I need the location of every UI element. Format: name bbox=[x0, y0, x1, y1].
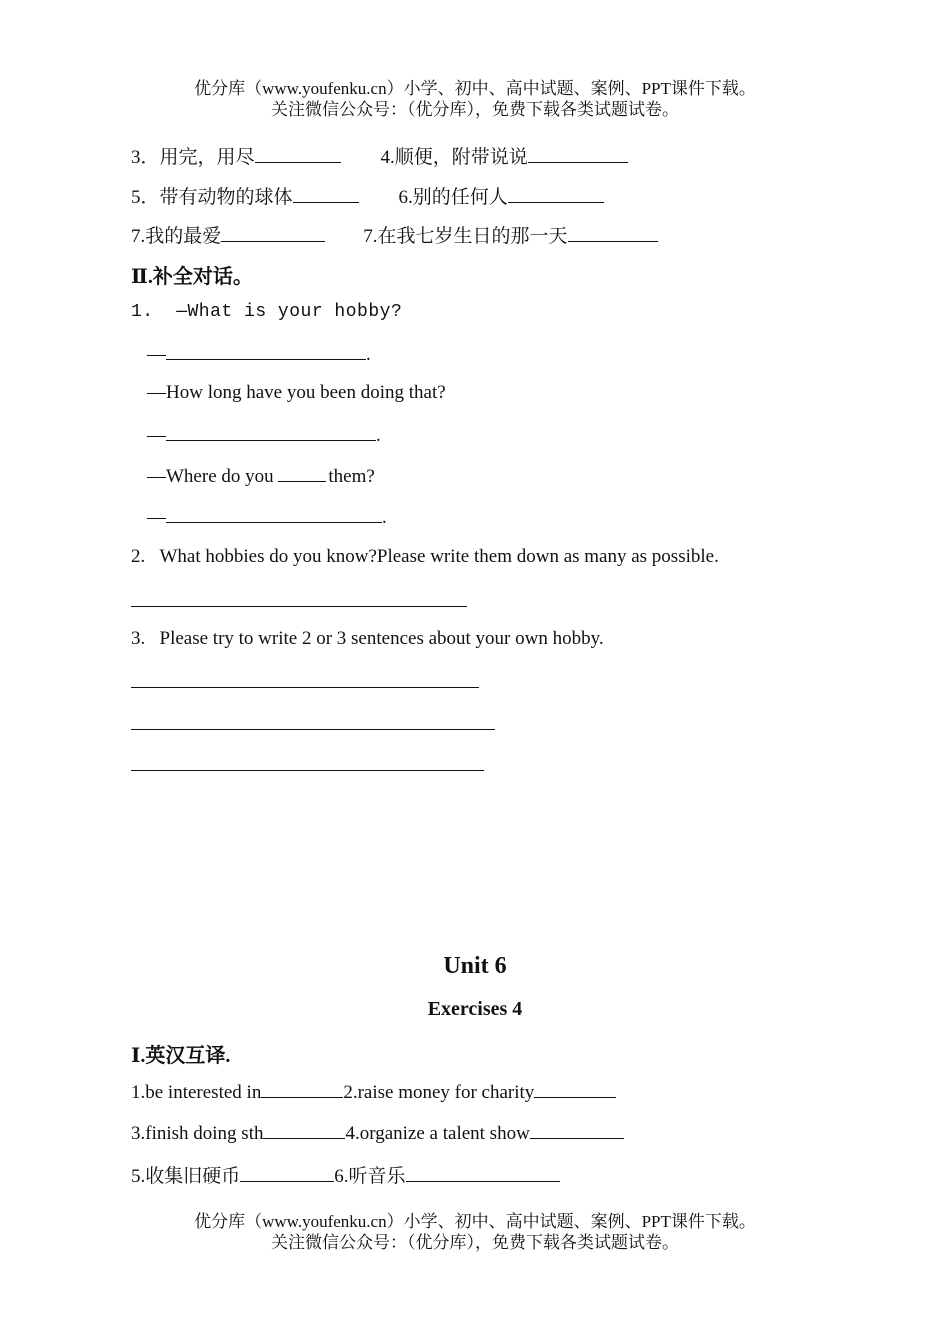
period: . bbox=[382, 507, 387, 528]
answer-line[interactable] bbox=[131, 606, 467, 607]
vocab-item-7a: 7.我的最爱 bbox=[131, 226, 222, 247]
answer-blank[interactable] bbox=[293, 185, 359, 203]
dash: — bbox=[147, 344, 166, 365]
translate-item-5: 5.收集旧硬币 bbox=[131, 1166, 241, 1187]
dialogue-line-3-start: —Where do you bbox=[147, 466, 279, 487]
answer-blank[interactable] bbox=[166, 342, 366, 360]
vocab-item-3: 3．用完，用尽 bbox=[131, 147, 255, 168]
header-line-1: 优分库（www.youfenku.cn）小学、初中、高中试题、案例、PPT课件下载。 bbox=[194, 79, 756, 98]
answer-blank[interactable] bbox=[568, 224, 658, 242]
footer-line-1: 优分库（www.youfenku.cn）小学、初中、高中试题、案例、PPT课件下载。 bbox=[194, 1212, 756, 1231]
answer-blank[interactable] bbox=[406, 1164, 560, 1182]
answer-blank[interactable] bbox=[240, 1164, 334, 1182]
dialogue-answer-1 bbox=[147, 342, 371, 366]
translate-item-1: 1.be interested in bbox=[131, 1082, 262, 1103]
answer-line[interactable] bbox=[131, 770, 484, 771]
footer-line-2: 关注微信公众号：（优分库），免费下载各类试题试卷。 bbox=[271, 1233, 679, 1252]
vocab-row-7 bbox=[131, 221, 660, 248]
answer-blank[interactable] bbox=[261, 1080, 343, 1098]
question-3: 3. Please try to write 2 or 3 sentences about your own hobby. bbox=[131, 628, 604, 649]
period: . bbox=[366, 344, 371, 365]
header-line-2: 关注微信公众号：（优分库），免费下载各类试题试卷。 bbox=[271, 100, 679, 119]
vocab-item-4: 4.顺便，附带说说 bbox=[380, 147, 528, 168]
translate-row-3 bbox=[131, 1161, 562, 1188]
section-2-title: Ⅱ.补全对话。 bbox=[131, 266, 253, 288]
section-1-title: Ⅰ.英汉互译. bbox=[131, 1045, 231, 1067]
vocab-row-5-6 bbox=[131, 182, 606, 209]
answer-blank[interactable] bbox=[221, 224, 325, 242]
dialogue-answer-2 bbox=[147, 423, 381, 447]
answer-line[interactable] bbox=[131, 729, 495, 730]
answer-blank[interactable] bbox=[166, 423, 376, 441]
answer-blank[interactable] bbox=[278, 464, 326, 482]
answer-blank[interactable] bbox=[166, 505, 382, 523]
dialogue-answer-3 bbox=[147, 505, 387, 529]
page-header bbox=[0, 78, 950, 120]
translate-row-2 bbox=[131, 1121, 626, 1145]
answer-blank[interactable] bbox=[508, 185, 604, 203]
vocab-row-3-4 bbox=[131, 142, 630, 169]
unit-title: Unit 6 bbox=[443, 953, 507, 979]
dialogue-line-3-end: them? bbox=[328, 466, 375, 487]
answer-blank[interactable] bbox=[530, 1121, 624, 1139]
translate-row-1 bbox=[131, 1080, 618, 1104]
page-footer bbox=[0, 1211, 950, 1253]
dialogue-q1: 1. —What is your hobby? bbox=[131, 302, 403, 322]
translate-item-3: 3.finish doing sth bbox=[131, 1123, 264, 1144]
answer-blank[interactable] bbox=[263, 1121, 345, 1139]
answer-blank[interactable] bbox=[255, 145, 341, 163]
vocab-item-7b: 7.在我七岁生日的那一天 bbox=[363, 226, 568, 247]
dialogue-line-2: —How long have you been doing that? bbox=[147, 382, 446, 403]
answer-line[interactable] bbox=[131, 687, 479, 688]
answer-blank[interactable] bbox=[534, 1080, 616, 1098]
answer-blank[interactable] bbox=[528, 145, 628, 163]
exercise-title: Exercises 4 bbox=[427, 998, 523, 1020]
translate-item-4: 4.organize a talent show bbox=[345, 1123, 530, 1144]
dash: — bbox=[147, 507, 166, 528]
period: . bbox=[376, 425, 381, 446]
vocab-item-6: 6.别的任何人 bbox=[398, 187, 508, 208]
dash: — bbox=[147, 425, 166, 446]
translate-item-6: 6.听音乐 bbox=[334, 1166, 406, 1187]
question-2: 2. What hobbies do you know?Please write them down as many as possible. bbox=[131, 546, 719, 567]
translate-item-2: 2.raise money for charity bbox=[343, 1082, 535, 1103]
dialogue-line-3 bbox=[147, 464, 375, 488]
vocab-item-5: 5．带有动物的球体 bbox=[131, 187, 293, 208]
